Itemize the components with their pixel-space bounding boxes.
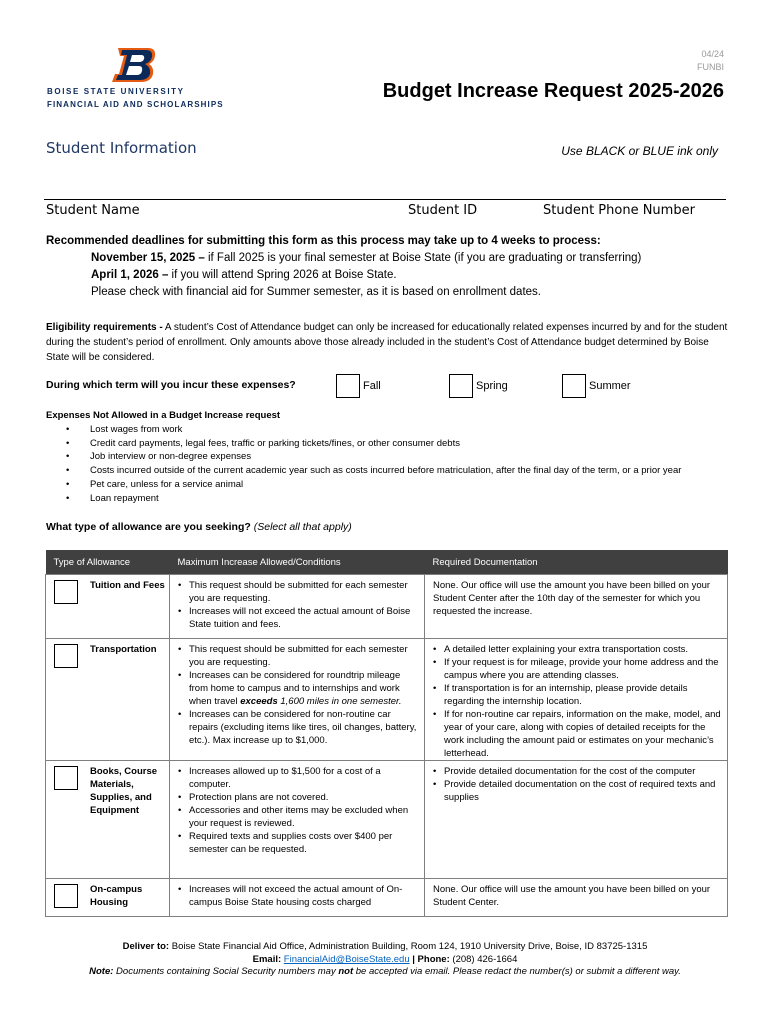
list-item: • Provide detailed documentation for the cost of the computer xyxy=(433,765,721,778)
header-type: Type of Allowance xyxy=(46,550,170,575)
type-books: Books, Course Materials, Supplies, and Equipment xyxy=(90,766,158,816)
list-item: • Costs incurred outside of the current academic year such as costs incurred before matriculation, after the final day of the term, or a prior year xyxy=(46,464,681,478)
list-item: • Required texts and supplies costs over $400 per semester can be requested. xyxy=(178,830,418,856)
list-item: • Provide detailed documentation on the cost of required texts and supplies xyxy=(433,778,721,804)
fall-label: Fall xyxy=(363,380,381,392)
deadline-summer: Please check with financial aid for Summer semester, as it is based on enrollment dates. xyxy=(91,286,541,298)
summer-label: Summer xyxy=(589,380,631,392)
form-title: Budget Increase Request 2025-2026 xyxy=(382,80,724,102)
spring-checkbox[interactable] xyxy=(449,374,473,398)
spring-label: Spring xyxy=(476,380,508,392)
list-item: • Increases can be considered for roundtrip mileage from home to campus and to internships and work when travel exceeds 1,600 miles in one semester. xyxy=(178,669,418,708)
student-name-field[interactable]: Student Name xyxy=(46,203,140,218)
list-item: • Pet care, unless for a service animal xyxy=(46,478,681,492)
transportation-checkbox[interactable] xyxy=(54,644,78,668)
list-item: • This request should be submitted for each semester you are requesting. xyxy=(178,643,418,669)
list-item: • This request should be submitted for each semester you are requesting. xyxy=(178,579,418,605)
ssn-note: Note: Documents containing Social Security numbers may not be accepted via email. Please redact the number(s) or submit a different way. xyxy=(89,966,681,977)
table-header-row xyxy=(46,550,728,575)
allowance-table xyxy=(45,550,728,917)
allowance-question: What type of allowance are you seeking? (Select all that apply) xyxy=(46,521,352,533)
list-item: • Loan repayment xyxy=(46,492,681,506)
deadline-fall: November 15, 2025 – if Fall 2025 is your final semester at Boise State (if you are graduating or transferring) xyxy=(91,252,642,264)
header-documentation: Required Documentation xyxy=(425,550,728,575)
department-name: FINANCIAL AID AND SCHOLARSHIPS xyxy=(47,100,224,109)
doc-housing: None. Our office will use the amount you have been billed on your Student Center. xyxy=(433,884,711,908)
student-id-field[interactable]: Student ID xyxy=(408,203,478,218)
list-item: • Increases will not exceed the actual amount of Boise State tuition and fees. xyxy=(178,605,418,631)
deadline-spring: April 1, 2026 – if you will attend Spring 2026 at Boise State. xyxy=(91,269,397,281)
list-item: • If for non-routine car repairs, information on the make, model, and year of your care, along with copies of detailed receipts for the work including the amount paid or estimates on your mechanic’s letterhead. xyxy=(433,708,721,760)
email-link[interactable]: FinancialAid@BoiseState.edu xyxy=(283,954,410,965)
housing-checkbox[interactable] xyxy=(54,884,78,908)
table-row xyxy=(46,761,728,879)
ink-note: Use BLACK or BLUE ink only xyxy=(561,144,718,158)
eligibility-requirements: Eligibility requirements - A student’s Cost of Attendance budget can only be increased for educationally related expenses incurred by and for the student during the student’s period of enrollment. Only amounts above those already included in the student’s Cost of Attendance budget determined by Boise State will be considered. xyxy=(46,322,728,363)
deadlines-heading: Recommended deadlines for submitting this form as this process may take up to 4 weeks to process: xyxy=(46,235,601,247)
books-checkbox[interactable] xyxy=(54,766,78,790)
contact-line: Email: FinancialAid@BoiseState.edu | Phone: (208) 426-1664 xyxy=(252,954,518,965)
university-name: BOISE STATE UNIVERSITY xyxy=(47,87,185,96)
tuition-checkbox[interactable] xyxy=(54,580,78,604)
list-item: • If your request is for mileage, provide your home address and the campus where you are attending classes. xyxy=(433,656,721,682)
list-item: • Accessories and other items may be excluded when your request is reviewed. xyxy=(178,804,418,830)
deliver-to: Deliver to: Boise State Financial Aid Office, Administration Building, Room 124, 1910 University Drive, Boise, ID 83725-1315 xyxy=(122,941,648,952)
term-question: During which term will you incur these expenses? xyxy=(46,379,296,391)
summer-checkbox[interactable] xyxy=(562,374,586,398)
form-code: FUNBI xyxy=(697,62,724,72)
table-row xyxy=(46,639,728,761)
fall-checkbox[interactable] xyxy=(336,374,360,398)
list-item: • Increases can be considered for non-routine car repairs (excluding items like tires, oil changes, battery, etc.). Max increase up to $1,000. xyxy=(178,708,418,747)
list-item: • A detailed letter explaining your extra transportation costs. xyxy=(433,643,721,656)
not-allowed-list xyxy=(46,423,681,505)
list-item: • If transportation is for an internship, please provide details regarding the internship location. xyxy=(433,682,721,708)
list-item: • Increases allowed up to $1,500 for a cost of a computer. xyxy=(178,765,418,791)
table-row xyxy=(46,575,728,639)
table-row xyxy=(46,879,728,917)
type-transportation: Transportation xyxy=(90,644,157,655)
list-item: • Lost wages from work xyxy=(46,423,681,437)
boise-state-b-logo xyxy=(110,44,158,86)
not-allowed-heading: Expenses Not Allowed in a Budget Increase request xyxy=(46,410,281,421)
signature-line xyxy=(44,199,726,200)
doc-tuition: None. Our office will use the amount you have been billed on your Student Center after the 10th day of the semester for which you requested the increase. xyxy=(433,580,711,617)
list-item: • Credit card payments, legal fees, traffic or parking tickets/fines, or other consumer debts xyxy=(46,437,681,451)
student-phone-field[interactable]: Student Phone Number xyxy=(543,203,695,218)
type-housing: On-campus Housing xyxy=(90,884,143,908)
list-item: • Increases will not exceed the actual amount of On-campus Boise State housing costs charged xyxy=(178,883,418,909)
section-title: Student Information xyxy=(46,139,197,157)
list-item: • Protection plans are not covered. xyxy=(178,791,418,804)
form-date: 04/24 xyxy=(701,49,724,59)
list-item: • Job interview or non-degree expenses xyxy=(46,450,681,464)
type-tuition: Tuition and Fees xyxy=(90,580,165,591)
header-conditions: Maximum Increase Allowed/Conditions xyxy=(170,550,425,575)
